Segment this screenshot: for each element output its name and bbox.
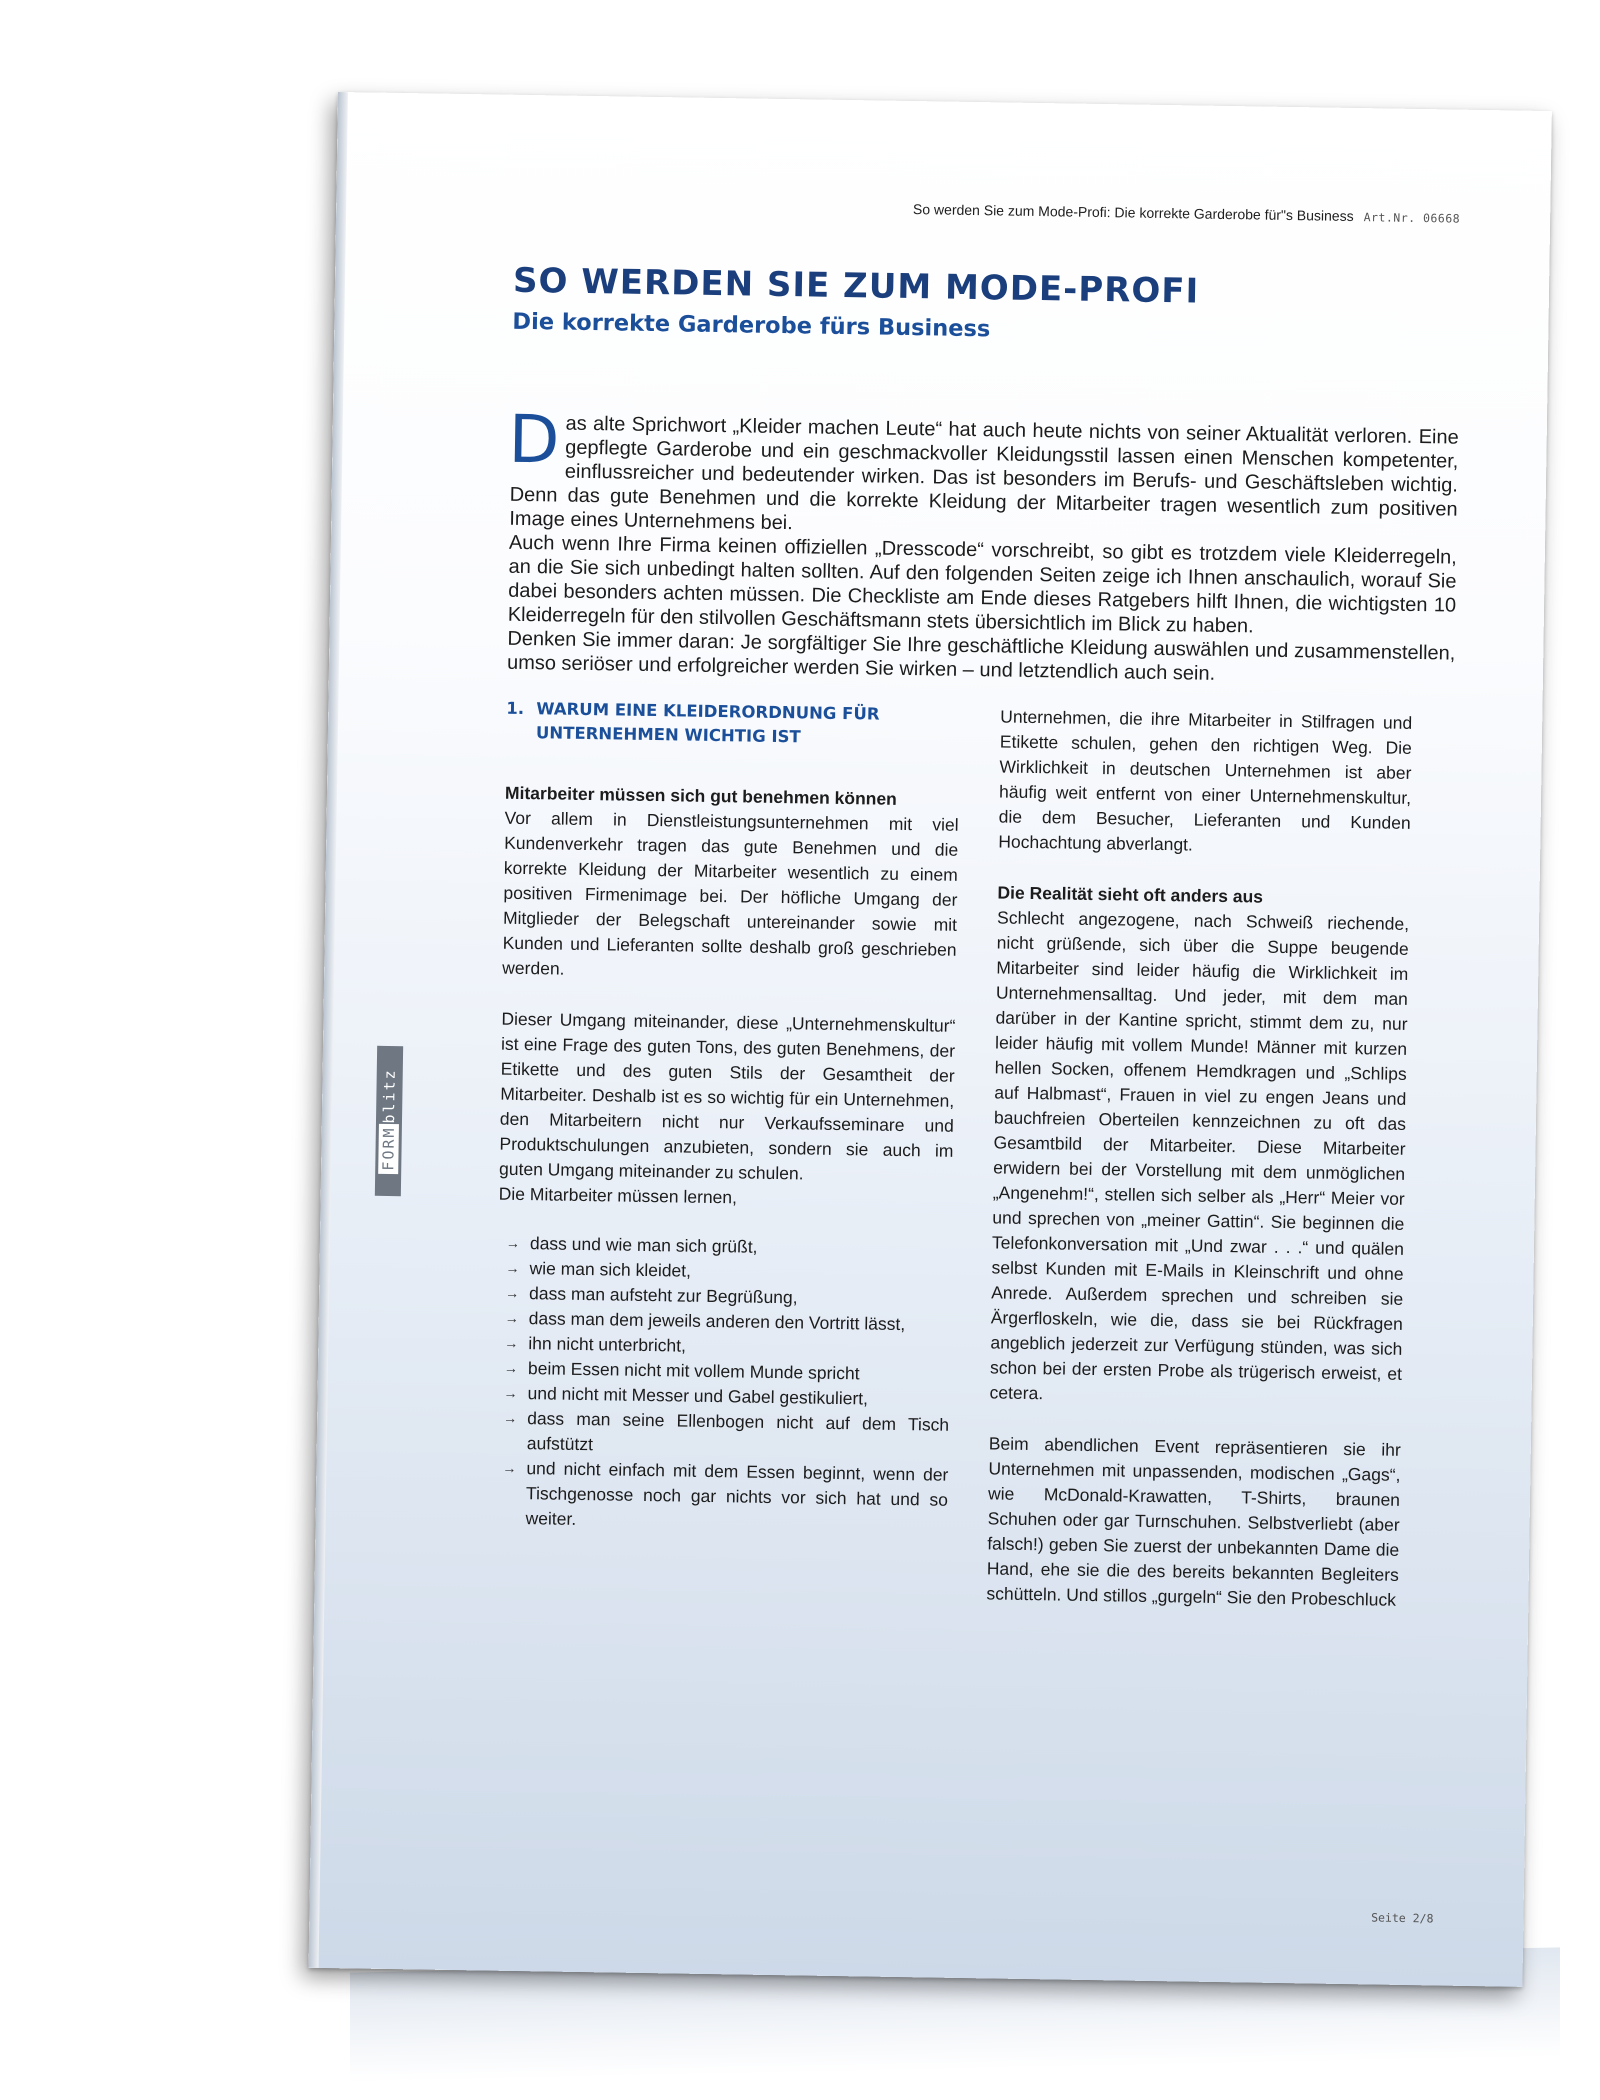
left-column <box>493 697 960 1538</box>
page-edge <box>309 92 348 1968</box>
arrow-right-icon: → <box>503 1384 518 1401</box>
list-item: → wie man sich kleidet, <box>505 1256 951 1288</box>
formblitz-logo: FORMblitz <box>375 1046 403 1196</box>
running-title: So werden Sie zum Mode-Profi: Die korrekte Garderobe für"s Business <box>912 201 1354 224</box>
right-column <box>986 704 1412 1612</box>
arrow-right-icon: → <box>504 1309 519 1326</box>
intro-paragraph-3: Denken Sie immer daran: Je sorgfältiger Sie Ihre geschäftliche Kleidung auswählen und zusammenstellen, umso seriöser und erfolgreicher werden Sie wirken – und letztendlich auch sein. <box>506 627 1456 685</box>
arrow-right-icon: → <box>502 1459 517 1476</box>
list-item: → dass man seine Ellenbogen nicht auf dem Tisch aufstützt <box>503 1406 950 1463</box>
list-item: → dass und wie man sich grüßt, <box>506 1231 952 1263</box>
body-paragraph: Vor allem in Dienstleistungsunternehmen mit viel Kundenverkehr tragen das gute Benehmen und die korrekte Kleidung der Mitarbeiter wesentlich zu einem positiven Firmenimage bei. Der höfliche Umgang der Mitglieder der Belegschaft untereinander sowie mit Kunden und Lieferanten sollte deshalb groß geschrieben werden. <box>502 807 959 979</box>
drop-cap: D <box>507 400 560 479</box>
arrow-right-icon: → <box>504 1334 519 1351</box>
document-page <box>309 92 1552 1987</box>
body-paragraph: Schlecht angezogene, nach Schweiß riechende, nicht grüßende, sich über die Suppe beugende Mitarbeiter sind leider häufig die Wirklichkeit im Unternehmensalltag. Und jeder, mit dem man darüber in der Kantine spricht, stimmt dem zu, nur leider häufig mit vollem Munde! Männer mit kurzen hellen Socken, offenem Hemdkragen und „Schlips auf Halbmast“, Frauen in viel zu engen Jeans und bauchfreien Oberteilen kennzeichnen zu oft das Gesamtbild der Mitarbeiter. Diese Mitarbeiter erwidern bei der Vorstellung mit dem unmöglichen „Angenehm!“, stellen sich selber als „Herr“ Meier vor und sprechen von „meiner Gattin“. Sie beginnen die Telefonkonversation mit „Und zwar . . .“ und quälen selbst Kunden mit E-Mails in Kleinschrift und ohne Anrede. Außerdem sprechen und schreiben sie Ärgerfloskeln, wie die, dass sie bei Rückfragen angeblich jederzeit zur Verfügung stünden, was sich schon bei der ersten Probe als trügerisch erweist, et cetera. <box>989 907 1410 1404</box>
list-item: → ihn nicht unterbricht, <box>504 1331 950 1363</box>
list-item: → und nicht einfach mit dem Essen beginnt, wenn der Tischgenosse noch gar nichts vor sich hat und so weiter. <box>501 1456 948 1538</box>
arrow-right-icon: → <box>505 1259 520 1276</box>
body-paragraph: Beim abendlichen Event repräsentieren sie ihr Unternehmen mit unpassenden, modischen „Gags“, wie McDonald-Krawatten, T-Shirts, braunen Schuhen oder gar Turnschuhen. Selbstverliebt (aber falsch!) geben Sie zuerst der unbekannten Dame die Hand, ehe sie die des bereits bekannten Begleiters schütteln. Und stillos „gurgeln“ Sie den Probeschluck <box>986 1433 1401 1610</box>
intro-text <box>506 400 1459 690</box>
intro-paragraph-2: Auch wenn Ihre Firma keinen offiziellen „Dresscode“ vorschreibt, so gibt es trotzdem viele Kleiderregeln, an die Sie sich unbedingt halten sollten. Auf den folgenden Seiten zeige ich Ihnen anschaulich, worauf Sie dabei besonders achten müssen. Die Checkliste am Ende dieses Ratgebers hilft Ihnen, die wichtigsten 10 Kleiderregeln für den stilvollen Geschäftsmann stets übersichtlich im Blick zu haben. <box>507 531 1457 638</box>
rules-list <box>493 1231 952 1538</box>
section-title: WARUM EINE KLEIDERORDNUNG FÜR UNTERNEHMEN WICHTIG IST <box>535 699 880 747</box>
section-number: 1. <box>506 698 525 718</box>
subheading-benehmen: Mitarbeiter müssen sich gut benehmen können <box>504 782 898 809</box>
running-header <box>913 201 1460 226</box>
subheading-realitaet: Die Realität sieht oft anders aus <box>997 882 1264 907</box>
body-paragraph: Die Mitarbeiter müssen lernen, <box>498 1183 738 1208</box>
document-subtitle: Die korrekte Garderobe fürs Business <box>512 308 991 343</box>
body-paragraph: Unternehmen, die ihre Mitarbeiter in Stilfragen und Etikette schulen, gehen den richtigen Weg. Die Wirklichkeit in deutschen Unternehmen ist aber häufig weit entfernt von einer Unternehmenskultur, die dem Besucher, Lieferanten und Kunden Hochachtung abverlangt. <box>998 706 1413 855</box>
list-item: → dass man dem jeweils anderen den Vortritt lässt, <box>505 1306 951 1338</box>
section-heading <box>506 697 961 752</box>
list-item: → dass man aufsteht zur Begrüßung, <box>505 1281 951 1313</box>
list-item: → und nicht mit Messer und Gabel gestikuliert, <box>503 1381 949 1413</box>
arrow-right-icon: → <box>505 1234 521 1251</box>
page-number: Seite 2/8 <box>1371 1910 1434 1926</box>
list-item: → beim Essen nicht mit vollem Munde spricht <box>504 1356 950 1388</box>
document-title: SO WERDEN SIE ZUM MODE-PROFI <box>512 260 1200 312</box>
arrow-right-icon: → <box>503 1359 519 1376</box>
body-paragraph: Dieser Umgang miteinander, diese „Unternehmenskultur“ ist eine Frage des guten Tons, des guten Benehmens, der Etikette und des guten Stils der Gesamtheit der Mitarbeiter. Deshalb ist es so wichtig für ein Unternehmen, den Mitarbeitern nicht nur Verkaufsseminare und Produktschulungen anzubieten, sondern sie auch im guten Umgang miteinander zu schulen. <box>498 1008 956 1184</box>
arrow-right-icon: → <box>505 1284 520 1301</box>
article-number: Art.Nr. 06668 <box>1363 210 1461 226</box>
intro-paragraph-1: Das alte Sprichwort „Kleider machen Leute“ hat auch heute nichts von seiner Aktualität verloren. Eine gepflegte Garderobe und ein geschmackvoller Kleidungsstil lassen einen Menschen kompetenter, einflussreicher und bedeutender wirken. Das ist besonders im Berufs- und Geschäftsleben wichtig. Denn das gute Benehmen und die korrekte Kleidung der Mitarbeiter tragen wesentlich zum positiven Image eines Unternehmens bei. <box>507 400 1459 535</box>
arrow-right-icon: → <box>503 1409 518 1426</box>
